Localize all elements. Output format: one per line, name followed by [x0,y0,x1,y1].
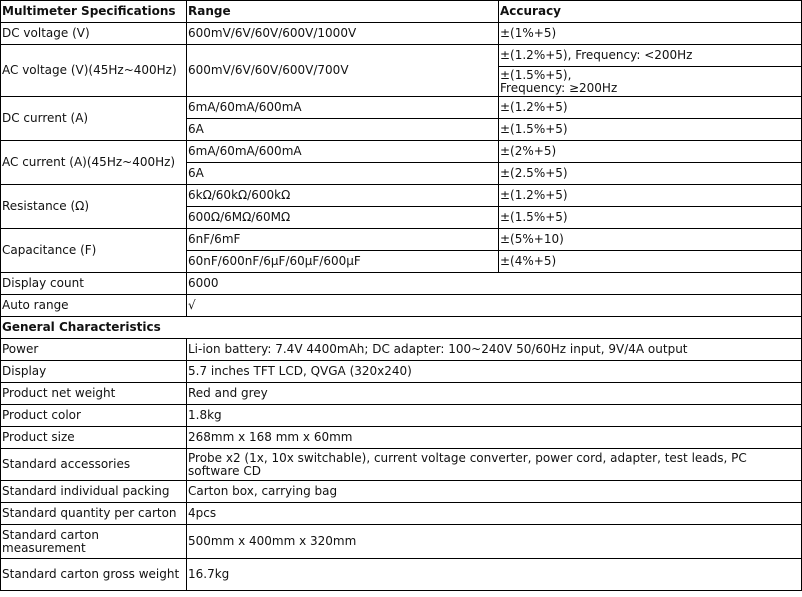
table-row [1,273,802,295]
general-value-carton-measurement: 500mm x 400mm x 320mm [187,525,802,559]
table-row [1,481,802,503]
general-label-power: Power [1,339,187,361]
header-specifications: Multimeter Specifications [1,1,187,23]
ac-current-range-1: 6mA/60mA/600mA [187,141,499,163]
ac-voltage-label: AC voltage (V)(45Hz~400Hz) [1,45,187,97]
capacitance-range-2: 60nF/600nF/6μF/60μF/600μF [187,251,499,273]
general-label-carton-measurement: Standard carton measurement [1,525,187,559]
resistance-range-1: 6kΩ/60kΩ/600kΩ [187,185,499,207]
display-count-label: Display count [1,273,187,295]
header-range: Range [187,1,499,23]
general-label-display: Display [1,361,187,383]
general-label-individual-packing: Standard individual packing [1,481,187,503]
auto-range-value: √ [187,295,802,317]
general-value-size: 268mm x 168 mm x 60mm [187,427,802,449]
capacitance-accuracy-1: ±(5%+10) [499,229,802,251]
general-value-quantity-per-carton: 4pcs [187,503,802,525]
ac-voltage-range: 600mV/6V/60V/600V/700V [187,45,499,97]
ac-voltage-accuracy-1: ±(1.2%+5), Frequency: <200Hz [499,45,802,67]
table-header-row [1,1,802,23]
resistance-accuracy-2: ±(1.5%+5) [499,207,802,229]
dc-voltage-accuracy: ±(1%+5) [499,23,802,45]
table-row [1,449,802,481]
ac-current-accuracy-2: ±(2.5%+5) [499,163,802,185]
table-row [1,45,802,67]
general-label-size: Product size [1,427,187,449]
resistance-label: Resistance (Ω) [1,185,187,229]
ac-current-range-2: 6A [187,163,499,185]
ac-voltage-accuracy-2-line2: Frequency: ≥200Hz [500,80,618,95]
table-row [1,427,802,449]
table-row [1,97,802,119]
general-value-individual-packing: Carton box, carrying bag [187,481,802,503]
dc-current-label: DC current (A) [1,97,187,141]
table-row [1,185,802,207]
table-row [1,361,802,383]
dc-current-range-2: 6A [187,119,499,141]
table-row [1,339,802,361]
dc-voltage-label: DC voltage (V) [1,23,187,45]
general-label-net-weight: Product net weight [1,383,187,405]
resistance-range-2: 600Ω/6MΩ/60MΩ [187,207,499,229]
table-row [1,229,802,251]
auto-range-label: Auto range [1,295,187,317]
table-row [1,503,802,525]
general-value-carton-gross-weight: 16.7kg [187,559,802,591]
display-count-value: 6000 [187,273,802,295]
ac-voltage-accuracy-2-line1: ±(1.5%+5), [500,67,572,82]
general-label-accessories: Standard accessories [1,449,187,481]
table-row [1,23,802,45]
dc-voltage-range: 600mV/6V/60V/600V/1000V [187,23,499,45]
table-row [1,405,802,427]
general-value-accessories: Probe x2 (1x, 10x switchable), current voltage converter, power cord, adapter, test leads, PC software CD [187,449,802,481]
table-row [1,383,802,405]
table-row [1,559,802,591]
general-value-power: Li-ion battery: 7.4V 4400mAh; DC adapter: 100~240V 50/60Hz input, 9V/4A output [187,339,802,361]
table-row [1,141,802,163]
table-row [1,295,802,317]
ac-voltage-accuracy-2 [499,67,802,97]
general-label-quantity-per-carton: Standard quantity per carton [1,503,187,525]
dc-current-accuracy-2: ±(1.5%+5) [499,119,802,141]
general-characteristics-header: General Characteristics [1,317,802,339]
general-label-color: Product color [1,405,187,427]
general-value-net-weight: Red and grey [187,383,802,405]
dc-current-accuracy-1: ±(1.2%+5) [499,97,802,119]
table-row [1,525,802,559]
general-label-carton-gross-weight: Standard carton gross weight [1,559,187,591]
general-value-display: 5.7 inches TFT LCD, QVGA (320x240) [187,361,802,383]
capacitance-range-1: 6nF/6mF [187,229,499,251]
ac-current-label: AC current (A)(45Hz~400Hz) [1,141,187,185]
header-accuracy: Accuracy [499,1,802,23]
general-value-color: 1.8kg [187,405,802,427]
ac-current-accuracy-1: ±(2%+5) [499,141,802,163]
dc-current-range-1: 6mA/60mA/600mA [187,97,499,119]
capacitance-accuracy-2: ±(4%+5) [499,251,802,273]
capacitance-label: Capacitance (F) [1,229,187,273]
resistance-accuracy-1: ±(1.2%+5) [499,185,802,207]
section-header-row [1,317,802,339]
